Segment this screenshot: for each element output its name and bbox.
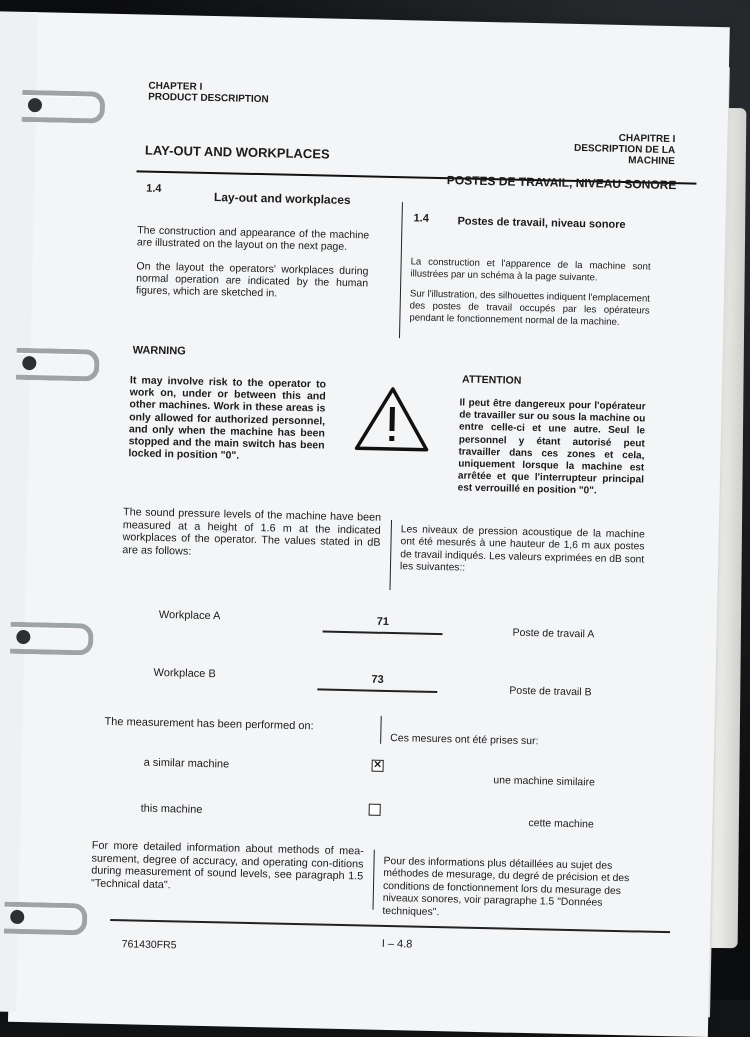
workplace-b-label: Workplace B: [153, 666, 216, 681]
workplace-a-underline: [323, 631, 443, 636]
page-margin: [0, 11, 38, 1012]
layout-paragraph-fr: Sur l'illustration, des silhouettes indiquent l'emplacement des postes de travail occupés par les opérateurs pendant le fonctionnement normal de la machine.: [409, 288, 651, 329]
sound-paragraph-en: The sound pressure levels of the machine have been measured at a height of 1.6 m at the indicated workplaces of the operator. The values stated in dB are as follows:: [122, 506, 382, 558]
warning-title-en: WARNING: [132, 344, 186, 358]
workplace-a-label-fr: Poste de travail A: [512, 626, 595, 641]
workplace-b-label-fr: Poste de travail B: [509, 684, 592, 699]
section-heading-fr: Postes de travail, niveau sonore: [457, 215, 626, 232]
chapter-title: PRODUCT DESCRIPTION: [148, 91, 269, 106]
more-info-fr: Pour des informations plus détaillées au sujet des méthodes de mesurage, du degré de précision et des conditions de fonctionnement lors du mesurage des niveaux sonores, voir paragraphe 1.5 "Données techniques".: [382, 855, 630, 918]
warning-title-fr: ATTENTION: [461, 373, 522, 387]
this-machine-label: this machine: [140, 802, 203, 816]
this-machine-label-fr: cette machine: [528, 817, 594, 831]
binder-ring: [22, 90, 106, 124]
similar-machine-checkbox[interactable]: ✕: [373, 759, 382, 771]
workplace-a-value: 71: [376, 615, 390, 628]
column-divider: [380, 716, 382, 744]
chapter-header-en: [148, 81, 269, 106]
document-page: [8, 12, 730, 1037]
measured-on-fr: Ces mesures ont été prises sur:: [390, 732, 539, 748]
intro-paragraph-en: The construction and appearance of the machine are illustrated on the layout on the next page.: [136, 224, 370, 254]
workplace-b-underline: [317, 688, 437, 693]
section-heading-en: Lay-out and workplaces: [213, 190, 351, 208]
page-number: I – 4.8: [381, 937, 413, 951]
column-divider: [372, 850, 374, 910]
chapter-label: CHAPTER I: [148, 80, 203, 93]
more-info-en: For more detailed information about methods of mea-surement, degree of accuracy, and operating con-ditions during measurement of sound levels, see paragraph 1.5 "Technical data".: [90, 839, 364, 892]
workplace-a-label: Workplace A: [158, 608, 221, 623]
chapter-label-fr: CHAPITRE I: [618, 132, 676, 146]
intro-paragraph-fr: La construction et l'apparence de la machine sont illustrées par un schéma à la page suivante.: [410, 256, 651, 284]
this-machine-checkbox[interactable]: [369, 804, 381, 816]
binder-ring: [10, 622, 94, 656]
warning-body-en: It may involve risk to the operator to work on, under or between this and other machines. Work in these areas is only allowed for authorized personnel, and only when the machine has been stopped and the main switch has been locked in position "0".: [128, 374, 327, 462]
column-divider: [389, 520, 392, 590]
section-number-en: 1.4: [146, 182, 162, 195]
document-number: 761430FR5: [121, 938, 177, 952]
chapter-title-fr-2: MACHINE: [628, 155, 676, 168]
binder-ring: [4, 902, 88, 936]
section-number-fr: 1.4: [413, 212, 430, 225]
section-title-en: LAY-OUT AND WORKPLACES: [144, 142, 330, 162]
workplace-b-value: 73: [371, 673, 384, 686]
column-divider: [399, 202, 403, 338]
similar-machine-label-fr: une machine similaire: [493, 774, 596, 789]
chapter-title-fr-1: DESCRIPTION DE LA: [573, 142, 676, 157]
warning-triangle-icon: [352, 384, 431, 454]
similar-machine-label: a similar machine: [143, 756, 230, 771]
warning-body-fr: Il peut être dangereux pour l'opérateur de travailler sur ou sous la machine ou entre celle-ci et une autre. Seul le personnel y étant autorisé peut travailler dans ces zones et cela, uniquement lorsque la machine est arrêtée et que l'interrupteur principal est verrouillé en position "0".: [457, 397, 646, 497]
measured-on-en: The measurement has been performed on:: [104, 715, 314, 733]
layout-paragraph-en: On the layout the operators' workplaces during normal operation are indicated by the human figures, which are sketched in.: [135, 260, 369, 300]
section-title-fr: POSTES DE TRAVAIL, NIVEAU SONORE: [446, 173, 677, 193]
sound-paragraph-fr: Les niveaux de pression acoustique de la machine ont été mesurés à une hauteur de 1,6 m aux postes de travail indiqués. Les valeurs exprimées en dB sont les suivantes::: [399, 524, 645, 574]
binder-ring: [16, 348, 100, 382]
